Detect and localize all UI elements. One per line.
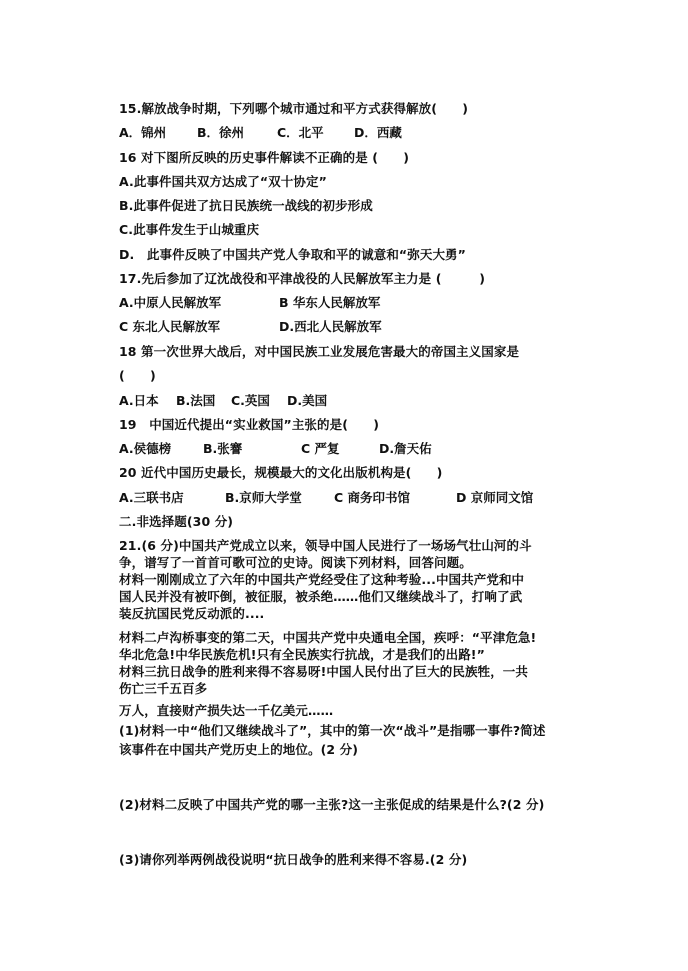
q18-stem-paren: ( ) xyxy=(119,368,156,383)
q18-option-d: D.美国 xyxy=(287,393,328,408)
q15-option-c: C．北平 xyxy=(277,125,324,140)
q21-material1-line-3: 装反抗国民党反动派的.... xyxy=(119,606,265,621)
q15-option-a: A．锦州 xyxy=(119,125,167,140)
q15-option-d: D．西藏 xyxy=(354,125,402,140)
q21-material3-line-3: 万人，直接财产损失达一千亿美元…… xyxy=(119,703,334,718)
q21-material2-line-2: 华北危急!中华民族危机!只有全民族实行抗战，才是我们的出路!” xyxy=(119,647,485,662)
q16-stem: 16 对下图所反映的历史事件解读不正确的是 ( ) xyxy=(119,150,410,165)
q18-option-b: B.法国 xyxy=(176,393,216,408)
q18-stem: 18 第一次世界大战后，对中国民族工业发展危害最大的帝国主义国家是 xyxy=(119,344,520,359)
q21-sub2: (2)材料二反映了中国共产党的哪一主张?这一主张促成的结果是什么?(2 分) xyxy=(119,797,545,812)
q19-option-d: D.詹天佑 xyxy=(379,441,432,456)
q20-option-b: B.京师大学堂 xyxy=(225,490,302,505)
q18-option-c: C.英国 xyxy=(231,393,270,408)
q20-stem: 20 近代中国历史最长，规模最大的文化出版机构是( ) xyxy=(119,465,443,480)
q17-option-d: D.西北人民解放军 xyxy=(279,319,382,334)
q21-material1-line-2: 国人民并没有被吓倒，被征服，被杀绝……他们又继续战斗了，打响了武 xyxy=(119,589,523,604)
q20-option-d: D 京师同文馆 xyxy=(456,490,534,505)
q21-sub3: (3)请你列举两例战役说明“抗日战争的胜利来得不容易.(2 分) xyxy=(119,852,468,867)
q16-option-b: B.此事件促进了抗日民族统一战线的初步形成 xyxy=(119,198,373,213)
q19-stem: 19 中国近代提出“实业救国”主张的是( ) xyxy=(119,417,380,432)
q21-intro-line-2: 争，谱写了一首首可歌可泣的史诗。阅读下列材料，回答问题。 xyxy=(119,555,472,570)
section-heading: 二.非选择题(30 分) xyxy=(119,514,234,529)
q15-option-b: B．徐州 xyxy=(197,125,245,140)
q19-option-a: A.侯德榜 xyxy=(119,441,172,456)
q21-sub1-line-1: (1)材料一中“他们又继续战斗了”，其中的第一次“战斗”是指哪一事件?简述 xyxy=(119,723,546,738)
q21-material1-line-1: 材料一刚刚成立了六年的中国共产党经受住了这种考验...中国共产党和中 xyxy=(119,572,525,587)
q15-stem: 15.解放战争时期，下列哪个城市通过和平方式获得解放( ) xyxy=(119,101,469,116)
q21-intro-line-1: 21.(6 分)中国共产党成立以来，领导中国人民进行了一场场气壮山河的斗 xyxy=(119,538,532,553)
q21-material2-line-1: 材料二卢沟桥事变的第二天，中国共产党中央通电全国，疾呼：“平津危急! xyxy=(119,630,537,645)
q20-option-c: C 商务印书馆 xyxy=(334,490,411,505)
q17-option-a: A.中原人民解放军 xyxy=(119,295,222,310)
q18-option-a: A.日本 xyxy=(119,393,159,408)
q17-option-b: B 华东人民解放军 xyxy=(279,295,381,310)
q16-option-c: C.此事件发生于山城重庆 xyxy=(119,222,260,237)
q16-option-d: D. 此事件反映了中国共产党人争取和平的诚意和“弥天大勇” xyxy=(119,247,466,262)
q19-option-b: B.张謇 xyxy=(203,441,243,456)
q16-option-a: A.此事件国共双方达成了“双十协定” xyxy=(119,174,327,189)
q20-option-a: A.三联书店 xyxy=(119,490,184,505)
q19-option-c: C 严复 xyxy=(301,441,340,456)
q17-stem: 17.先后参加了辽沈战役和平津战役的人民解放军主力是 ( ) xyxy=(119,271,486,286)
q17-option-c: C 东北人民解放军 xyxy=(119,319,221,334)
q21-material3-line-1: 材料三抗日战争的胜利来得不容易呀!中国人民付出了巨大的民族牲，一共 xyxy=(119,664,529,679)
q21-material3-line-2: 伤亡三千五百多 xyxy=(119,681,208,696)
q21-sub1-line-2: 该事件在中国共产党历史上的地位。(2 分) xyxy=(119,742,359,757)
